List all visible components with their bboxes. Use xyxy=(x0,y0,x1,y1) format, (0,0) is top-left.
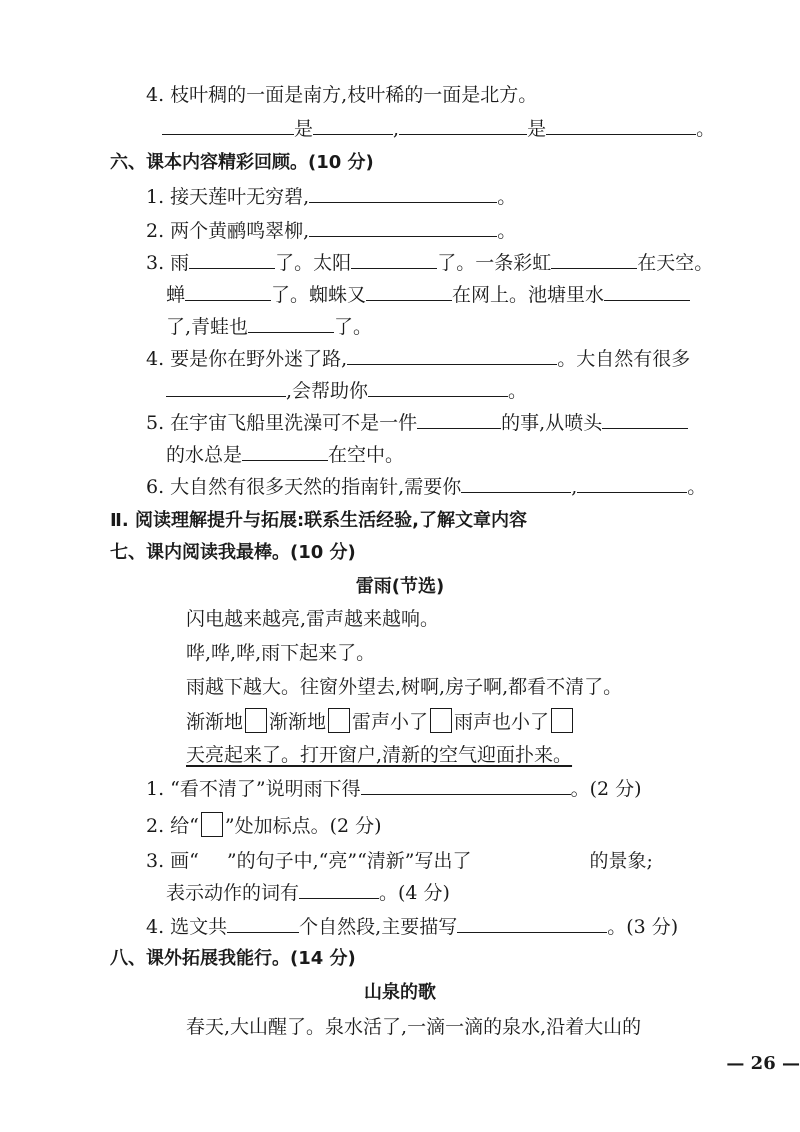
answer-blank[interactable] xyxy=(399,116,527,135)
punctuation-box[interactable] xyxy=(551,708,573,733)
answer-blank[interactable] xyxy=(309,218,497,237)
q5-4-prompt: 4. 枝叶稠的一面是南方,枝叶稀的一面是北方。 xyxy=(146,84,538,106)
s6-q3-e: 蝉 xyxy=(166,284,186,306)
s7-q2 xyxy=(146,812,382,839)
passage-p5: 天亮起来了。打开窗户,清新的空气迎面扑来。 xyxy=(186,744,573,766)
passage-p1: 闪电越来越亮,雷声越来越响。 xyxy=(186,608,440,630)
p4-b: 渐渐地 xyxy=(269,711,327,733)
s6-q4-d: 。 xyxy=(508,380,528,402)
answer-blank[interactable] xyxy=(299,880,379,899)
answer-blank[interactable] xyxy=(166,378,286,397)
answer-blank[interactable] xyxy=(417,410,501,429)
q5-4-shi-b: 是 xyxy=(527,118,547,140)
passage-title-shanquan: 山泉的歌 xyxy=(364,982,436,1003)
s7-q1-a: 1. “看不清了”说明雨下得 xyxy=(146,778,361,800)
s6-q3-f: 了。蜘蛛又 xyxy=(271,284,367,306)
answer-blank[interactable] xyxy=(242,442,328,461)
s6-q3-g: 在网上。池塘里水 xyxy=(452,284,605,306)
s6-q4-line2 xyxy=(166,378,527,404)
q5-4-shi-a: 是 xyxy=(294,118,314,140)
part-2-heading: Ⅱ. 阅读理解提升与拓展:联系生活经验,了解文章内容 xyxy=(110,510,527,531)
s6-q3-d: 在天空。 xyxy=(637,252,714,274)
s7-q3-e: 。(4 分) xyxy=(379,882,450,904)
s7-q4-c: 。(3 分) xyxy=(607,916,679,938)
s6-q5-c: 的水总是 xyxy=(166,444,243,466)
section-8-heading: 八、课外拓展我能行。(14 分) xyxy=(110,948,356,969)
punctuation-box[interactable] xyxy=(328,708,350,733)
answer-blank[interactable] xyxy=(227,914,299,933)
q5-4-period: 。 xyxy=(696,118,716,140)
answer-blank[interactable] xyxy=(162,116,294,135)
answer-blank[interactable] xyxy=(368,378,508,397)
s7-q3-b: ”的句子中,“亮”“清新”写出了 xyxy=(226,850,472,872)
s7-q2-a: 2. 给“ xyxy=(146,815,199,837)
punctuation-box[interactable] xyxy=(430,708,452,733)
s7-q2-b: ”处加标点。(2 分) xyxy=(224,815,382,837)
s7-q4 xyxy=(146,914,678,940)
page-number: — 26 — xyxy=(726,1053,800,1074)
answer-blank[interactable] xyxy=(189,250,275,269)
s6-q1: 1. 接天莲叶无穷碧, 。 xyxy=(146,186,517,208)
section-7-heading: 七、课内阅读我最棒。(10 分) xyxy=(110,542,356,563)
s6-q3-line3 xyxy=(166,314,372,340)
s7-q3-c: 的景象; xyxy=(589,850,653,872)
s6-q3-line1 xyxy=(146,250,713,276)
s6-q5-line1 xyxy=(146,410,688,436)
passage2-p1: 春天,大山醒了。泉水活了,一滴一滴的泉水,沿着大山的 xyxy=(186,1016,642,1038)
s6-q2-text: 2. 两个黄鹂鸣翠柳, xyxy=(146,220,310,242)
answer-blank[interactable] xyxy=(602,410,688,429)
answer-blank[interactable] xyxy=(457,914,607,933)
s6-q3-line2 xyxy=(166,282,690,308)
passage-p3: 雨越下越大。往窗外望去,树啊,房子啊,都看不清了。 xyxy=(186,676,623,698)
s6-q3-i: 了。 xyxy=(334,316,373,338)
passage-p4 xyxy=(186,708,575,735)
s7-q3-d: 表示动作的词有 xyxy=(166,882,300,904)
s6-q4-b: 。大自然有很多 xyxy=(557,348,691,370)
answer-blank[interactable] xyxy=(366,282,452,301)
s6-q3-c: 了。一条彩虹 xyxy=(437,252,552,274)
answer-blank[interactable] xyxy=(313,116,393,135)
s7-q1 xyxy=(146,776,642,802)
answer-blank[interactable] xyxy=(604,282,690,301)
passage-p2: 哗,哗,哗,雨下起来了。 xyxy=(186,642,376,664)
s6-q5-d: 在空中。 xyxy=(328,444,405,466)
q5-4-comma: , xyxy=(393,118,400,140)
s7-q3-line2 xyxy=(166,880,450,906)
s6-q3-b: 了。太阳 xyxy=(275,252,352,274)
s6-q3-a: 3. 雨 xyxy=(146,252,190,274)
answer-blank[interactable] xyxy=(185,282,271,301)
s6-q6 xyxy=(146,474,706,500)
section-6-heading: 六、课本内容精彩回顾。(10 分) xyxy=(110,152,374,173)
p4-a: 渐渐地 xyxy=(186,711,244,733)
s6-q4-c: ,会帮助你 xyxy=(286,380,369,402)
s6-q6-a: 6. 大自然有很多天然的指南针,需要你 xyxy=(146,476,462,498)
s7-q4-b: 个自然段,主要描写 xyxy=(299,916,458,938)
s7-q3-line1 xyxy=(146,848,653,874)
s7-q3-a: 3. 画“ xyxy=(146,850,199,872)
s6-q1-text: 1. 接天莲叶无穷碧, xyxy=(146,186,310,208)
punctuation-box[interactable] xyxy=(245,708,267,733)
s6-q6-c: 。 xyxy=(687,476,707,498)
answer-blank[interactable] xyxy=(347,346,557,365)
s6-q4-line1 xyxy=(146,346,690,372)
s6-q6-b: , xyxy=(571,476,578,498)
answer-blank[interactable] xyxy=(248,314,334,333)
s6-q4-a: 4. 要是你在野外迷了路, xyxy=(146,348,348,370)
answer-blank[interactable] xyxy=(361,776,571,795)
punctuation-box xyxy=(201,812,223,837)
answer-blank[interactable] xyxy=(551,250,637,269)
s6-q3-h: 了,青蛙也 xyxy=(166,316,249,338)
s6-q5-line2 xyxy=(166,442,404,468)
answer-blank[interactable] xyxy=(546,116,696,135)
answer-blank[interactable] xyxy=(351,250,437,269)
s6-q5-a: 5. 在宇宙飞船里洗澡可不是一件 xyxy=(146,412,418,434)
answer-blank[interactable] xyxy=(309,184,497,203)
s6-q2: 2. 两个黄鹂鸣翠柳, 。 xyxy=(146,220,517,242)
passage-title-leiyu: 雷雨(节选) xyxy=(355,576,445,597)
s7-q1-b: 。(2 分) xyxy=(570,778,642,800)
s7-q4-a: 4. 选文共 xyxy=(146,916,228,938)
q5-4-fill-line xyxy=(162,116,715,142)
q5-4-text xyxy=(146,82,537,108)
answer-blank[interactable] xyxy=(577,474,687,493)
p4-d: 雨声也小了 xyxy=(454,711,550,733)
s6-q5-b: 的事,从喷头 xyxy=(501,412,603,434)
p4-c: 雷声小了 xyxy=(352,711,429,733)
answer-blank[interactable] xyxy=(461,474,571,493)
